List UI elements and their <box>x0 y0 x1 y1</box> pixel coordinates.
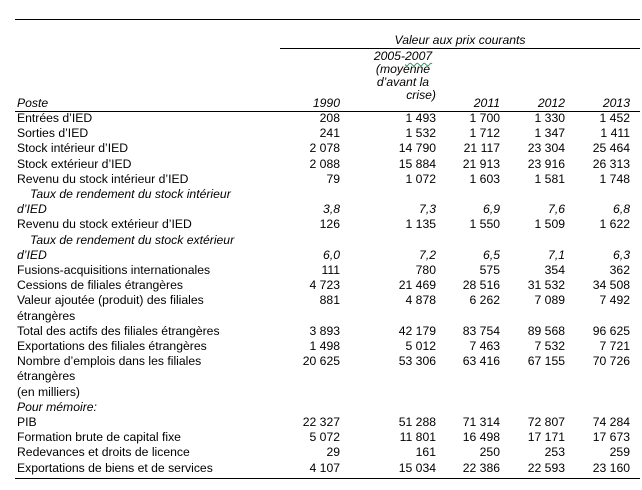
cell-value: 7 532 <box>534 339 565 353</box>
cell-value: 6,5 <box>483 247 500 262</box>
cell-value: 780 <box>415 263 436 277</box>
cell-value: 16 498 <box>462 430 500 445</box>
cell-value: 42 179 <box>398 323 436 338</box>
cell-value: 2 088 <box>309 156 340 171</box>
row-label: Stock intérieur d’IED <box>17 141 129 156</box>
row-label: Cessions de filiales étrangères <box>17 278 183 293</box>
cell-value: 7 089 <box>534 293 565 308</box>
period-header-line-3: d’avant la <box>376 75 430 89</box>
cell-value: 1 509 <box>534 217 565 232</box>
cell-value: 23 916 <box>527 156 565 171</box>
row-label: Exportations des filiales étrangères <box>17 339 207 353</box>
row-label: Formation brute de capital fixe <box>17 430 181 445</box>
cell-value: 4 723 <box>309 278 340 293</box>
cell-value: 1 452 <box>599 111 630 125</box>
year-header-2011: 2011 <box>473 96 500 110</box>
bottom-rule <box>15 478 640 479</box>
cell-value: 1 748 <box>599 171 630 186</box>
cell-value: 208 <box>319 111 340 125</box>
cell-value: 161 <box>415 445 436 460</box>
cell-value: 5 072 <box>309 430 340 445</box>
cell-value: 21 469 <box>398 278 436 293</box>
row-label: Exportations de biens et de services <box>17 460 213 475</box>
cell-value: 72 807 <box>527 415 565 429</box>
cell-value: 1 347 <box>534 126 565 141</box>
cell-value: 6,3 <box>613 247 630 262</box>
spellcheck-underline: 2007 <box>405 49 433 63</box>
row-label: Pour mémoire: <box>17 399 97 414</box>
row-label: Valeur ajoutée (produit) des filiales <box>17 293 204 308</box>
cell-value: 89 568 <box>527 323 565 338</box>
cell-value: 51 288 <box>398 415 436 429</box>
cell-value: 20 625 <box>302 354 340 369</box>
cell-value: 354 <box>544 263 565 277</box>
cell-value: 17 673 <box>592 430 630 445</box>
cell-value: 1 700 <box>469 111 500 125</box>
cell-value: 21 117 <box>463 141 500 156</box>
cell-value: 241 <box>319 126 340 141</box>
cell-value: 70 726 <box>592 354 630 369</box>
cell-value: 23 160 <box>592 460 630 475</box>
period-header-text: 2005-2007 <box>373 49 433 63</box>
value-group-header: Valeur aux prix courants <box>394 33 526 47</box>
cell-value: 22 327 <box>302 415 340 429</box>
cell-value: 29 <box>326 445 340 460</box>
cell-value: 250 <box>479 445 500 460</box>
cell-value: 67 155 <box>527 354 565 369</box>
row-label: Stock extérieur d’IED <box>17 156 132 171</box>
cell-value: 362 <box>609 263 630 277</box>
top-rule <box>15 19 640 20</box>
cell-value: 11 801 <box>399 430 436 445</box>
row-label: d’IED <box>17 202 47 217</box>
cell-value: 7,6 <box>548 202 565 217</box>
cell-value: 74 284 <box>592 415 630 429</box>
cell-value: 1 330 <box>534 111 565 125</box>
cell-value: 34 508 <box>592 278 630 293</box>
cell-value: 1 622 <box>599 217 630 232</box>
cell-value: 7,3 <box>419 202 436 217</box>
cell-value: 31 532 <box>527 278 565 293</box>
row-label: Total des actifs des filiales étrangères <box>17 323 220 338</box>
year-header-2012: 2012 <box>537 96 565 110</box>
cell-value: 14 790 <box>398 141 436 156</box>
cell-value: 4 107 <box>309 460 340 475</box>
period-header-line-2: (moyenne <box>375 62 431 76</box>
year-header-1990: 1990 <box>312 96 340 110</box>
cell-value: 15 034 <box>398 460 436 475</box>
cell-value: 21 913 <box>462 156 500 171</box>
row-label: Revenu du stock extérieur d’IED <box>17 217 192 232</box>
cell-value: 3 893 <box>309 323 340 338</box>
cell-value: 126 <box>319 217 340 232</box>
row-label: (en milliers) <box>17 384 80 399</box>
row-label: Taux de rendement du stock extérieur <box>30 232 235 247</box>
cell-value: 83 754 <box>462 323 500 338</box>
cell-value: 4 878 <box>405 293 436 308</box>
row-label: PIB <box>17 415 37 429</box>
row-label: Taux de rendement du stock intérieur <box>30 187 231 201</box>
cell-value: 23 304 <box>527 141 565 156</box>
cell-value: 53 306 <box>398 354 436 369</box>
cell-value: 881 <box>319 293 340 308</box>
cell-value: 1 493 <box>405 111 436 125</box>
cell-value: 22 593 <box>527 460 565 475</box>
group-header-rule <box>280 48 640 49</box>
row-label: Fusions-acquisitions internationales <box>17 263 211 277</box>
year-header-2013: 2013 <box>602 96 630 110</box>
cell-value: 1 411 <box>600 126 630 141</box>
cell-value: 6,9 <box>483 202 500 217</box>
cell-value: 1 581 <box>534 171 565 186</box>
cell-value: 22 386 <box>462 460 500 475</box>
cell-value: 1 603 <box>469 171 500 186</box>
cell-value: 111 <box>321 263 340 277</box>
row-label: Nombre d’emplois dans les filiales <box>17 354 202 369</box>
cell-value: 15 884 <box>398 156 436 171</box>
cell-value: 25 464 <box>592 141 630 156</box>
cell-value: 71 314 <box>462 415 500 429</box>
cell-value: 575 <box>479 263 500 277</box>
cell-value: 7 721 <box>599 339 630 353</box>
cell-value: 7 492 <box>599 293 630 308</box>
cell-value: 96 625 <box>592 323 630 338</box>
cell-value: 6,8 <box>613 202 630 217</box>
cell-value: 6 262 <box>469 293 500 308</box>
cell-value: 3,8 <box>323 202 340 217</box>
cell-value: 5 012 <box>405 339 436 353</box>
cell-value: 2 078 <box>309 141 340 156</box>
cell-value: 1 532 <box>405 126 436 141</box>
cell-value: 26 313 <box>592 156 630 171</box>
row-label: Entrées d’IED <box>17 111 93 125</box>
cell-value: 28 516 <box>462 278 500 293</box>
cell-value: 7,1 <box>548 247 565 262</box>
cell-value: 1 135 <box>405 217 436 232</box>
cell-value: 1 498 <box>309 339 340 353</box>
period-header-line-4: crise) <box>406 88 436 102</box>
row-label: étrangères <box>17 369 76 384</box>
cell-value: 63 416 <box>462 354 500 369</box>
cell-value: 1 712 <box>469 126 500 141</box>
cell-value: 7 463 <box>469 339 500 353</box>
cell-value: 79 <box>326 171 340 186</box>
cell-value: 1 550 <box>469 217 500 232</box>
row-label: Redevances et droits de licence <box>17 445 190 460</box>
row-label: d’IED <box>17 247 47 262</box>
cell-value: 259 <box>609 445 630 460</box>
cell-value: 17 171 <box>527 430 565 445</box>
cell-value: 6,0 <box>323 247 340 262</box>
row-label: Sorties d’IED <box>17 126 89 141</box>
row-label-header: Poste <box>17 96 49 110</box>
cell-value: 1 072 <box>405 171 436 186</box>
row-label: Revenu du stock intérieur d’IED <box>17 171 189 186</box>
cell-value: 253 <box>544 445 565 460</box>
row-label: étrangères <box>17 308 76 323</box>
cell-value: 7,2 <box>419 247 436 262</box>
